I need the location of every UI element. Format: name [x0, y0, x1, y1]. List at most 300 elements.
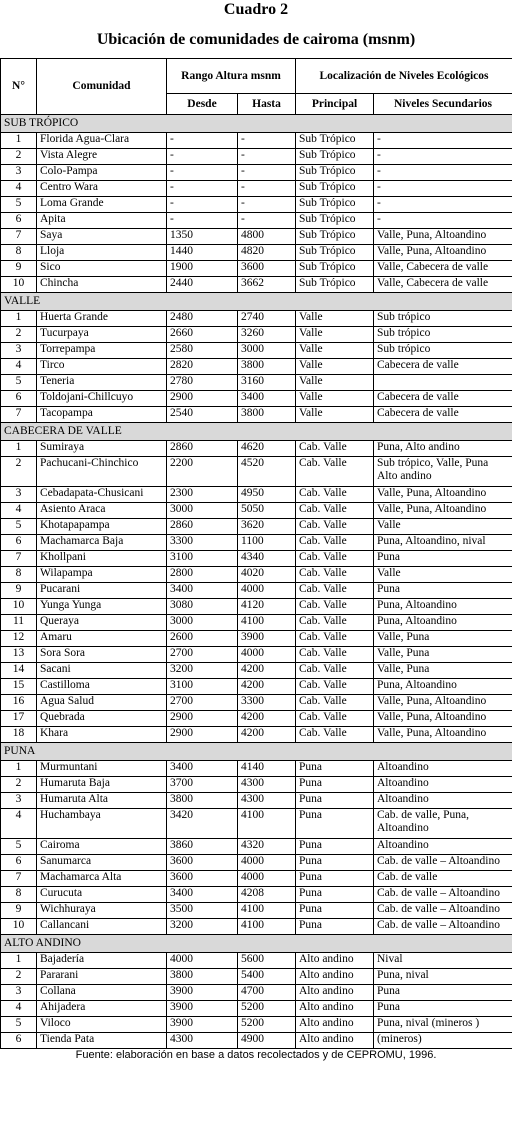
cell-secundarios: Valle, Puna — [374, 647, 512, 663]
cell-desde: 3200 — [167, 663, 238, 679]
cell-hasta: - — [238, 149, 296, 165]
table-row — [1, 793, 512, 809]
cell-principal: Puna — [296, 871, 374, 887]
cell-num: 5 — [1, 1017, 37, 1033]
table-row — [1, 519, 512, 535]
cell-comunidad: Colo-Pampa — [37, 165, 167, 181]
cell-hasta: 4000 — [238, 647, 296, 663]
cell-comunidad: Centro Wara — [37, 181, 167, 197]
cell-hasta: 5400 — [238, 969, 296, 985]
cell-comunidad: Florida Agua-Clara — [37, 133, 167, 149]
cell-num: 10 — [1, 919, 37, 935]
cell-desde: 2540 — [167, 407, 238, 423]
cell-principal: Valle — [296, 391, 374, 407]
table-row — [1, 1001, 512, 1017]
header-secundarios: Niveles Secundarios — [374, 94, 512, 115]
cell-principal: Puna — [296, 887, 374, 903]
cell-secundarios: Puna — [374, 985, 512, 1001]
cell-hasta: 2740 — [238, 311, 296, 327]
cell-desde: 2780 — [167, 375, 238, 391]
table-row — [1, 777, 512, 793]
table-row — [1, 985, 512, 1001]
cell-hasta: 4000 — [238, 583, 296, 599]
section-label: CABECERA DE VALLE — [1, 423, 512, 441]
cell-hasta: 3400 — [238, 391, 296, 407]
cell-desde: 2700 — [167, 695, 238, 711]
cell-hasta: 3300 — [238, 695, 296, 711]
cell-desde: 1900 — [167, 261, 238, 277]
cell-desde: 3000 — [167, 615, 238, 631]
cell-num: 2 — [1, 327, 37, 343]
cell-num: 16 — [1, 695, 37, 711]
cell-num: 3 — [1, 487, 37, 503]
cell-principal: Puna — [296, 793, 374, 809]
table-row — [1, 695, 512, 711]
cell-comunidad: Tacopampa — [37, 407, 167, 423]
cell-principal: Valle — [296, 375, 374, 391]
cell-desde: 3080 — [167, 599, 238, 615]
cell-secundarios: - — [374, 133, 512, 149]
table-title: Ubicación de comunidades de cairoma (msnm) — [96, 31, 416, 48]
cell-num: 5 — [1, 375, 37, 391]
cell-principal: Puna — [296, 761, 374, 777]
cell-comunidad: Sanumarca — [37, 855, 167, 871]
cell-principal: Cab. Valle — [296, 695, 374, 711]
cell-desde: 1440 — [167, 245, 238, 261]
cell-desde: 2900 — [167, 711, 238, 727]
cell-secundarios — [374, 375, 512, 391]
cell-principal: Valle — [296, 407, 374, 423]
cell-hasta: 3900 — [238, 631, 296, 647]
cell-desde: - — [167, 181, 238, 197]
cell-principal: Puna — [296, 919, 374, 935]
cell-desde: - — [167, 197, 238, 213]
section-label: PUNA — [1, 743, 512, 761]
table-row — [1, 343, 512, 359]
cell-secundarios: Valle, Puna, Altoandino — [374, 695, 512, 711]
table-row — [1, 809, 512, 839]
cell-comunidad: Khotapapampa — [37, 519, 167, 535]
cell-secundarios: Cab. de valle – Altoandino — [374, 887, 512, 903]
cell-hasta: 4900 — [238, 1033, 296, 1049]
table-row — [1, 969, 512, 985]
table-row — [1, 165, 512, 181]
cell-principal: Alto andino — [296, 1033, 374, 1049]
cell-secundarios: Cab. de valle – Altoandino — [374, 903, 512, 919]
cell-hasta: 3160 — [238, 375, 296, 391]
cell-secundarios: Puna — [374, 1001, 512, 1017]
cell-secundarios: Puna, Altoandino — [374, 615, 512, 631]
cell-secundarios: Valle, Puna, Altoandino — [374, 229, 512, 245]
cell-num: 8 — [1, 887, 37, 903]
cell-secundarios: Valle, Puna — [374, 631, 512, 647]
table-number-title: Cuadro 2 — [223, 1, 289, 18]
cell-comunidad: Murmuntani — [37, 761, 167, 777]
cell-num: 7 — [1, 871, 37, 887]
cell-comunidad: Huchambaya — [37, 809, 167, 839]
cell-comunidad: Loma Grande — [37, 197, 167, 213]
cell-desde: 3400 — [167, 887, 238, 903]
table-header — [1, 59, 512, 115]
cell-comunidad: Apita — [37, 213, 167, 229]
table-row — [1, 503, 512, 519]
cell-hasta: 4340 — [238, 551, 296, 567]
cell-desde: 3900 — [167, 1001, 238, 1017]
table-row — [1, 647, 512, 663]
cell-desde: 3100 — [167, 679, 238, 695]
cell-comunidad: Toldojani-Chillcuyo — [37, 391, 167, 407]
cell-desde: 2480 — [167, 311, 238, 327]
cell-secundarios: Valle, Cabecera de valle — [374, 277, 512, 293]
cell-hasta: 4200 — [238, 727, 296, 743]
cell-desde: 2300 — [167, 487, 238, 503]
cell-desde: - — [167, 213, 238, 229]
cell-hasta: - — [238, 213, 296, 229]
cell-desde: 2200 — [167, 457, 238, 487]
cell-desde: 3600 — [167, 871, 238, 887]
cell-principal: Alto andino — [296, 1017, 374, 1033]
cell-num: 8 — [1, 567, 37, 583]
cell-desde: 3800 — [167, 793, 238, 809]
cell-principal: Puna — [296, 839, 374, 855]
cell-hasta: 4100 — [238, 903, 296, 919]
cell-hasta: 4000 — [238, 871, 296, 887]
cell-principal: Cab. Valle — [296, 727, 374, 743]
cell-comunidad: Humaruta Baja — [37, 777, 167, 793]
cell-comunidad: Viloco — [37, 1017, 167, 1033]
cell-secundarios: Cab. de valle — [374, 871, 512, 887]
cell-comunidad: Huerta Grande — [37, 311, 167, 327]
cell-num: 17 — [1, 711, 37, 727]
cell-num: 1 — [1, 761, 37, 777]
cell-secundarios: Cab. de valle – Altoandino — [374, 855, 512, 871]
table-row — [1, 391, 512, 407]
cell-comunidad: Cebadapata-Chusicani — [37, 487, 167, 503]
cell-hasta: 4620 — [238, 441, 296, 457]
cell-principal: Sub Trópico — [296, 149, 374, 165]
cell-comunidad: Amaru — [37, 631, 167, 647]
cell-desde: 3800 — [167, 969, 238, 985]
cell-num: 6 — [1, 535, 37, 551]
cell-num: 6 — [1, 213, 37, 229]
cell-secundarios: Valle, Cabecera de valle — [374, 261, 512, 277]
table-row — [1, 149, 512, 165]
cell-principal: Cab. Valle — [296, 599, 374, 615]
cell-hasta: - — [238, 133, 296, 149]
cell-num: 2 — [1, 149, 37, 165]
cell-comunidad: Collana — [37, 985, 167, 1001]
table-row — [1, 1033, 512, 1049]
cell-secundarios: Valle, Puna, Altoandino — [374, 503, 512, 519]
cell-num: 7 — [1, 407, 37, 423]
header-desde: Desde — [167, 94, 238, 115]
cell-principal: Valle — [296, 359, 374, 375]
cell-num: 1 — [1, 441, 37, 457]
cell-comunidad: Wichhuraya — [37, 903, 167, 919]
cell-principal: Sub Trópico — [296, 261, 374, 277]
cell-num: 7 — [1, 229, 37, 245]
cell-num: 10 — [1, 277, 37, 293]
cell-num: 9 — [1, 903, 37, 919]
table-row — [1, 855, 512, 871]
cell-comunidad: Teneria — [37, 375, 167, 391]
table-row — [1, 871, 512, 887]
cell-desde: 3900 — [167, 1017, 238, 1033]
section-row — [1, 935, 512, 953]
cell-num: 3 — [1, 793, 37, 809]
cell-desde: 3600 — [167, 855, 238, 871]
cell-desde: 3200 — [167, 919, 238, 935]
source-note: Fuente: elaboración en base a datos recolectados y de CEPROMU, 1996. — [75, 1049, 437, 1061]
cell-desde: 2860 — [167, 441, 238, 457]
cell-secundarios: Altoandino — [374, 839, 512, 855]
cell-num: 4 — [1, 503, 37, 519]
cell-secundarios: Puna, nival — [374, 969, 512, 985]
cell-secundarios: - — [374, 165, 512, 181]
cell-hasta: 4520 — [238, 457, 296, 487]
cell-hasta: 4320 — [238, 839, 296, 855]
cell-desde: 2440 — [167, 277, 238, 293]
cell-secundarios: Valle — [374, 519, 512, 535]
cell-secundarios: Cabecera de valle — [374, 359, 512, 375]
cell-principal: Cab. Valle — [296, 679, 374, 695]
cell-hasta: 5200 — [238, 1017, 296, 1033]
table-row — [1, 359, 512, 375]
cell-desde: - — [167, 149, 238, 165]
table-row — [1, 663, 512, 679]
cell-num: 12 — [1, 631, 37, 647]
cell-comunidad: Sico — [37, 261, 167, 277]
cell-num: 18 — [1, 727, 37, 743]
section-row — [1, 423, 512, 441]
cell-hasta: 4300 — [238, 777, 296, 793]
table-row — [1, 261, 512, 277]
cell-num: 1 — [1, 311, 37, 327]
cell-desde: 2580 — [167, 343, 238, 359]
table-body — [1, 115, 512, 1049]
cell-comunidad: Humaruta Alta — [37, 793, 167, 809]
cell-comunidad: Bajadería — [37, 953, 167, 969]
cell-comunidad: Ahijadera — [37, 1001, 167, 1017]
cell-principal: Cab. Valle — [296, 615, 374, 631]
table-row — [1, 615, 512, 631]
cell-secundarios: Altoandino — [374, 761, 512, 777]
cell-hasta: 4120 — [238, 599, 296, 615]
cell-comunidad: Sora Sora — [37, 647, 167, 663]
cell-principal: Cab. Valle — [296, 631, 374, 647]
cell-hasta: 4950 — [238, 487, 296, 503]
cell-comunidad: Pachucani-Chinchico — [37, 457, 167, 487]
cell-num: 5 — [1, 197, 37, 213]
cell-desde: 2900 — [167, 391, 238, 407]
cell-principal: Alto andino — [296, 985, 374, 1001]
cell-desde: 2800 — [167, 567, 238, 583]
cell-comunidad: Curucuta — [37, 887, 167, 903]
table-row — [1, 181, 512, 197]
section-label: ALTO ANDINO — [1, 935, 512, 953]
cell-num: 7 — [1, 551, 37, 567]
cell-hasta: 1100 — [238, 535, 296, 551]
header-principal: Principal — [296, 94, 374, 115]
cell-secundarios: Sub trópico — [374, 327, 512, 343]
cell-hasta: 4100 — [238, 615, 296, 631]
cell-comunidad: Torrepampa — [37, 343, 167, 359]
cell-secundarios: Puna — [374, 583, 512, 599]
cell-desde: 3500 — [167, 903, 238, 919]
cell-principal: Cab. Valle — [296, 583, 374, 599]
cell-comunidad: Tienda Pata — [37, 1033, 167, 1049]
cell-principal: Valle — [296, 343, 374, 359]
cell-hasta: - — [238, 197, 296, 213]
cell-hasta: 3620 — [238, 519, 296, 535]
cell-num: 9 — [1, 583, 37, 599]
cell-comunidad: Saya — [37, 229, 167, 245]
table-row — [1, 631, 512, 647]
cell-secundarios: Valle, Puna, Altoandino — [374, 711, 512, 727]
cell-secundarios: (mineros) — [374, 1033, 512, 1049]
cell-num: 5 — [1, 839, 37, 855]
cell-hasta: 3800 — [238, 407, 296, 423]
cell-hasta: 4700 — [238, 985, 296, 1001]
cell-principal: Valle — [296, 311, 374, 327]
cell-hasta: 5200 — [238, 1001, 296, 1017]
cell-comunidad: Wilapampa — [37, 567, 167, 583]
cell-comunidad: Sacani — [37, 663, 167, 679]
cell-desde: 3400 — [167, 761, 238, 777]
cell-comunidad: Chincha — [37, 277, 167, 293]
cell-comunidad: Callancani — [37, 919, 167, 935]
cell-num: 6 — [1, 391, 37, 407]
cell-comunidad: Vista Alegre — [37, 149, 167, 165]
cell-desde: 2900 — [167, 727, 238, 743]
cell-principal: Cab. Valle — [296, 535, 374, 551]
cell-num: 15 — [1, 679, 37, 695]
cell-hasta: 3800 — [238, 359, 296, 375]
cell-principal: Alto andino — [296, 1001, 374, 1017]
cell-secundarios: - — [374, 213, 512, 229]
table-row — [1, 311, 512, 327]
communities-table — [0, 58, 512, 1049]
table-row — [1, 567, 512, 583]
cell-desde: 3400 — [167, 583, 238, 599]
table-row — [1, 1017, 512, 1033]
table-row — [1, 277, 512, 293]
cell-hasta: 4300 — [238, 793, 296, 809]
cell-comunidad: Pucarani — [37, 583, 167, 599]
cell-desde: 3420 — [167, 809, 238, 839]
cell-num: 4 — [1, 359, 37, 375]
cell-comunidad: Quebrada — [37, 711, 167, 727]
cell-comunidad: Queraya — [37, 615, 167, 631]
cell-hasta: 3662 — [238, 277, 296, 293]
cell-principal: Cab. Valle — [296, 551, 374, 567]
table-row — [1, 197, 512, 213]
table-row — [1, 457, 512, 487]
section-row — [1, 293, 512, 311]
cell-num: 4 — [1, 1001, 37, 1017]
cell-num: 4 — [1, 181, 37, 197]
cell-comunidad: Tucurpaya — [37, 327, 167, 343]
cell-principal: Sub Trópico — [296, 165, 374, 181]
cell-secundarios: Nival — [374, 953, 512, 969]
cell-principal: Cab. Valle — [296, 457, 374, 487]
cell-principal: Sub Trópico — [296, 197, 374, 213]
cell-comunidad: Lloja — [37, 245, 167, 261]
cell-principal: Sub Trópico — [296, 245, 374, 261]
cell-num: 5 — [1, 519, 37, 535]
header-hasta: Hasta — [238, 94, 296, 115]
cell-principal: Cab. Valle — [296, 663, 374, 679]
cell-secundarios: Puna — [374, 551, 512, 567]
table-row — [1, 441, 512, 457]
table-row — [1, 213, 512, 229]
cell-hasta: 4820 — [238, 245, 296, 261]
table-row — [1, 229, 512, 245]
table-row — [1, 375, 512, 391]
cell-hasta: 5050 — [238, 503, 296, 519]
cell-secundarios: Valle, Puna, Altoandino — [374, 487, 512, 503]
cell-principal: Sub Trópico — [296, 181, 374, 197]
cell-desde: 2820 — [167, 359, 238, 375]
table-row — [1, 133, 512, 149]
cell-desde: 3300 — [167, 535, 238, 551]
cell-secundarios: - — [374, 181, 512, 197]
cell-principal: Sub Trópico — [296, 213, 374, 229]
cell-num: 1 — [1, 133, 37, 149]
cell-num: 3 — [1, 343, 37, 359]
table-row — [1, 583, 512, 599]
cell-principal: Sub Trópico — [296, 133, 374, 149]
cell-hasta: 4200 — [238, 663, 296, 679]
cell-principal: Puna — [296, 855, 374, 871]
cell-principal: Alto andino — [296, 969, 374, 985]
cell-comunidad: Machamarca Baja — [37, 535, 167, 551]
cell-num: 2 — [1, 777, 37, 793]
section-row — [1, 115, 512, 133]
table-row — [1, 487, 512, 503]
cell-desde: 3100 — [167, 551, 238, 567]
cell-comunidad: Pararani — [37, 969, 167, 985]
cell-principal: Alto andino — [296, 953, 374, 969]
cell-comunidad: Tirco — [37, 359, 167, 375]
cell-desde: 1350 — [167, 229, 238, 245]
section-label: SUB TRÓPICO — [1, 115, 512, 133]
cell-principal: Cab. Valle — [296, 503, 374, 519]
cell-hasta: 4800 — [238, 229, 296, 245]
cell-principal: Cab. Valle — [296, 567, 374, 583]
table-row — [1, 919, 512, 935]
header-num: N° — [1, 59, 37, 115]
cell-hasta: 4100 — [238, 919, 296, 935]
cell-num: 14 — [1, 663, 37, 679]
section-row — [1, 743, 512, 761]
cell-desde: 3900 — [167, 985, 238, 1001]
table-row — [1, 679, 512, 695]
cell-secundarios: Sub trópico — [374, 343, 512, 359]
cell-comunidad: Castilloma — [37, 679, 167, 695]
cell-num: 10 — [1, 599, 37, 615]
cell-principal: Cab. Valle — [296, 519, 374, 535]
cell-desde: 2700 — [167, 647, 238, 663]
table-row — [1, 245, 512, 261]
cell-comunidad: Agua Salud — [37, 695, 167, 711]
table-row — [1, 535, 512, 551]
cell-principal: Puna — [296, 903, 374, 919]
cell-secundarios: Altoandino — [374, 793, 512, 809]
cell-desde: 4300 — [167, 1033, 238, 1049]
table-row — [1, 903, 512, 919]
cell-secundarios: Altoandino — [374, 777, 512, 793]
